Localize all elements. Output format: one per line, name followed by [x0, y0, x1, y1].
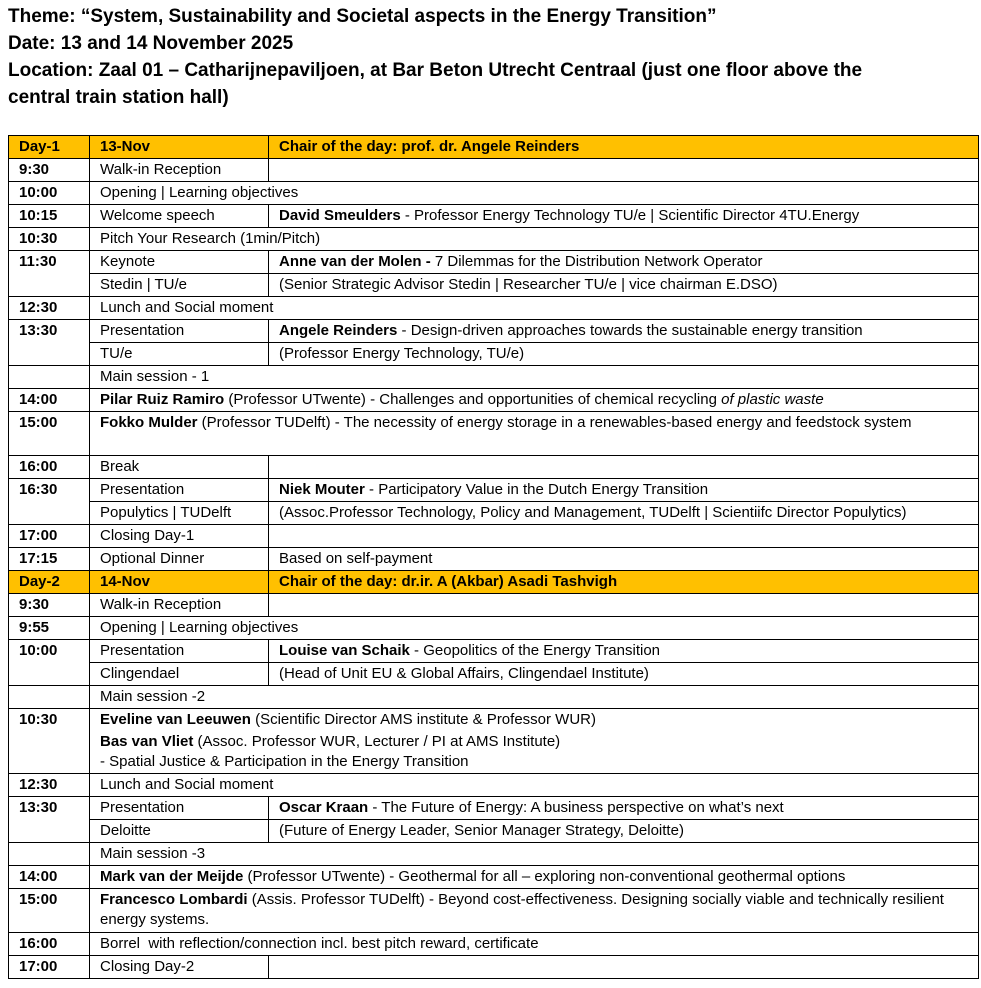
theme-line: Theme: “System, Sustainability and Societal aspects in the Energy Transition”	[8, 6, 717, 27]
table-row	[9, 412, 979, 456]
table-row	[9, 774, 979, 797]
talk-title: (Professor TUDelft) - The necessity of energy storage in a renewables-based energy and feedstock system	[197, 414, 912, 431]
time-cell: 17:00	[9, 956, 90, 979]
time-cell: 17:00	[9, 525, 90, 548]
detail-cell	[269, 205, 979, 228]
time-cell: 11:30	[9, 251, 90, 297]
activity-cell: Presentation	[90, 320, 269, 343]
activity-cell: Presentation	[90, 640, 269, 663]
speaker-line	[100, 732, 968, 752]
detail-cell	[269, 956, 979, 979]
time-cell: 10:00	[9, 182, 90, 205]
time-cell	[9, 366, 90, 389]
table-row	[9, 297, 979, 320]
time-cell: 12:30	[9, 297, 90, 320]
table-row	[9, 866, 979, 889]
table-row	[9, 820, 979, 843]
time-cell: 17:15	[9, 548, 90, 571]
table-row	[9, 251, 979, 274]
table-row	[9, 686, 979, 709]
time-cell: 16:00	[9, 456, 90, 479]
talk-title-italic: of plastic waste	[721, 391, 824, 408]
table-row	[9, 228, 979, 251]
talk-title: - The Future of Energy: A business perspective on what’s next	[368, 799, 784, 816]
event-header	[8, 3, 973, 111]
detail-cell	[269, 456, 979, 479]
speaker-name: Mark van der Meijde	[100, 868, 244, 885]
table-row	[9, 366, 979, 389]
activity-cell: Keynote	[90, 251, 269, 274]
activity-cell: Presentation	[90, 479, 269, 502]
time-cell: 9:30	[9, 594, 90, 617]
day-date: 13-Nov	[90, 136, 269, 159]
table-row	[9, 617, 979, 640]
talk-title: - Participatory Value in the Dutch Energy Transition	[364, 481, 709, 498]
activity-cell: Presentation	[90, 797, 269, 820]
time-cell: 13:30	[9, 797, 90, 843]
time-cell: 10:30	[9, 228, 90, 251]
table-row	[9, 389, 979, 412]
activity-cell: Lunch and Social moment	[90, 774, 979, 797]
day1-header-row	[9, 136, 979, 159]
table-row	[9, 343, 979, 366]
time-cell: 10:00	[9, 640, 90, 686]
affiliation-cell: Clingendael	[90, 663, 269, 686]
speaker-name: David Smeulders	[279, 207, 401, 224]
activity-cell: Borrel with reflection/connection incl. best pitch reward, certificate	[90, 933, 979, 956]
table-row	[9, 479, 979, 502]
table-row	[9, 843, 979, 866]
time-cell: 10:15	[9, 205, 90, 228]
speaker-name: Anne van der Molen -	[279, 253, 431, 270]
talk-title: (Assis. Professor TUDelft) - Beyond cost-effectiveness. Designing socially viable and technically resilient energy systems.	[100, 891, 944, 928]
activity-cell: Optional Dinner	[90, 548, 269, 571]
speaker-detail: (Assoc. Professor WUR, Lecturer / PI at AMS Institute)	[193, 733, 561, 750]
talk-title: - Geopolitics of the Energy Transition	[409, 642, 661, 659]
detail-cell: (Head of Unit EU & Global Affairs, Clingendael Institute)	[269, 663, 979, 686]
table-row	[9, 159, 979, 182]
table-row	[9, 933, 979, 956]
day2-header-row	[9, 571, 979, 594]
talk-cell	[90, 889, 979, 933]
table-row	[9, 956, 979, 979]
table-row	[9, 182, 979, 205]
location-line-cont: central train station hall)	[8, 87, 229, 108]
time-cell	[9, 843, 90, 866]
talk-title: 7 Dilemmas for the Distribution Network Operator	[430, 253, 763, 270]
table-row	[9, 889, 979, 933]
speaker-line	[100, 710, 968, 730]
time-cell: 16:00	[9, 933, 90, 956]
date-line: Date: 13 and 14 November 2025	[8, 33, 294, 54]
activity-cell: Pitch Your Research (1min/Pitch)	[90, 228, 979, 251]
speaker-name: Fokko Mulder	[100, 414, 198, 431]
schedule-table	[8, 135, 979, 979]
talk-title: - Spatial Justice & Participation in the Energy Transition	[100, 753, 469, 770]
speaker-name: Pilar Ruiz Ramiro	[100, 391, 225, 408]
day-chair: Chair of the day: dr.ir. A (Akbar) Asadi Tashvigh	[269, 571, 979, 594]
affiliation-cell: Populytics | TUDelft	[90, 502, 269, 525]
talk-title: (Professor UTwente) - Challenges and opportunities of chemical recycling	[224, 391, 722, 408]
detail-cell: (Assoc.Professor Technology, Policy and Management, TUDelft | Scientiifc Director Populytics)	[269, 502, 979, 525]
table-row	[9, 456, 979, 479]
detail-cell: (Professor Energy Technology, TU/e)	[269, 343, 979, 366]
detail-cell	[269, 594, 979, 617]
detail-cell	[269, 525, 979, 548]
day-label: Day-1	[9, 136, 90, 159]
detail-cell	[269, 640, 979, 663]
speaker-name: Louise van Schaik	[279, 642, 410, 659]
speaker-name: Eveline van Leeuwen	[100, 711, 251, 728]
time-cell: 13:30	[9, 320, 90, 366]
time-cell: 9:55	[9, 617, 90, 640]
affiliation-cell: Deloitte	[90, 820, 269, 843]
detail-cell	[269, 479, 979, 502]
speaker-name: Bas van Vliet	[100, 733, 194, 750]
session-label: Main session -2	[90, 686, 979, 709]
time-cell: 14:00	[9, 866, 90, 889]
detail-cell	[269, 159, 979, 182]
activity-cell: Opening | Learning objectives	[90, 182, 979, 205]
detail-cell: Based on self-payment	[269, 548, 979, 571]
table-row	[9, 640, 979, 663]
speaker-detail: (Scientific Director AMS institute & Professor WUR)	[250, 711, 596, 728]
talk-title: - Design-driven approaches towards the sustainable energy transition	[397, 322, 863, 339]
speaker-detail: - Professor Energy Technology TU/e | Scientific Director 4TU.Energy	[400, 207, 860, 224]
activity-cell: Closing Day-1	[90, 525, 269, 548]
table-row	[9, 594, 979, 617]
activity-cell: Walk-in Reception	[90, 594, 269, 617]
day-date: 14-Nov	[90, 571, 269, 594]
time-cell: 15:00	[9, 889, 90, 933]
activity-cell: Closing Day-2	[90, 956, 269, 979]
detail-cell	[269, 251, 979, 274]
time-cell: 12:30	[9, 774, 90, 797]
detail-cell: (Senior Strategic Advisor Stedin | Researcher TU/e | vice chairman E.DSO)	[269, 274, 979, 297]
talk-title: (Professor UTwente) - Geothermal for all – exploring non-conventional geothermal options	[243, 868, 846, 885]
table-row	[9, 525, 979, 548]
table-row	[9, 320, 979, 343]
table-row	[9, 709, 979, 774]
day-chair: Chair of the day: prof. dr. Angele Reinders	[269, 136, 979, 159]
day-label: Day-2	[9, 571, 90, 594]
activity-cell: Break	[90, 456, 269, 479]
time-cell: 9:30	[9, 159, 90, 182]
time-cell: 14:00	[9, 389, 90, 412]
table-row	[9, 502, 979, 525]
time-cell: 10:30	[9, 709, 90, 774]
detail-cell	[269, 320, 979, 343]
talk-cell	[90, 412, 979, 456]
affiliation-cell: TU/e	[90, 343, 269, 366]
session-label: Main session - 1	[90, 366, 979, 389]
speaker-name: Francesco Lombardi	[100, 891, 248, 908]
activity-cell: Opening | Learning objectives	[90, 617, 979, 640]
table-row	[9, 274, 979, 297]
session-label: Main session -3	[90, 843, 979, 866]
speaker-name: Niek Mouter	[279, 481, 365, 498]
talk-cell	[90, 389, 979, 412]
location-line: Location: Zaal 01 – Catharijnepaviljoen, at Bar Beton Utrecht Centraal (just one floor above the	[8, 60, 863, 81]
table-row	[9, 663, 979, 686]
detail-cell	[269, 797, 979, 820]
time-cell: 16:30	[9, 479, 90, 525]
detail-cell: (Future of Energy Leader, Senior Manager Strategy, Deloitte)	[269, 820, 979, 843]
table-row	[9, 797, 979, 820]
talk-cell	[90, 866, 979, 889]
speaker-name: Angele Reinders	[279, 322, 398, 339]
table-row	[9, 205, 979, 228]
speaker-name: Oscar Kraan	[279, 799, 369, 816]
time-cell	[9, 686, 90, 709]
table-row	[9, 548, 979, 571]
activity-cell: Walk-in Reception	[90, 159, 269, 182]
activity-cell: Lunch and Social moment	[90, 297, 979, 320]
time-cell: 15:00	[9, 412, 90, 456]
activity-cell: Welcome speech	[90, 205, 269, 228]
affiliation-cell: Stedin | TU/e	[90, 274, 269, 297]
talk-cell	[90, 709, 979, 774]
